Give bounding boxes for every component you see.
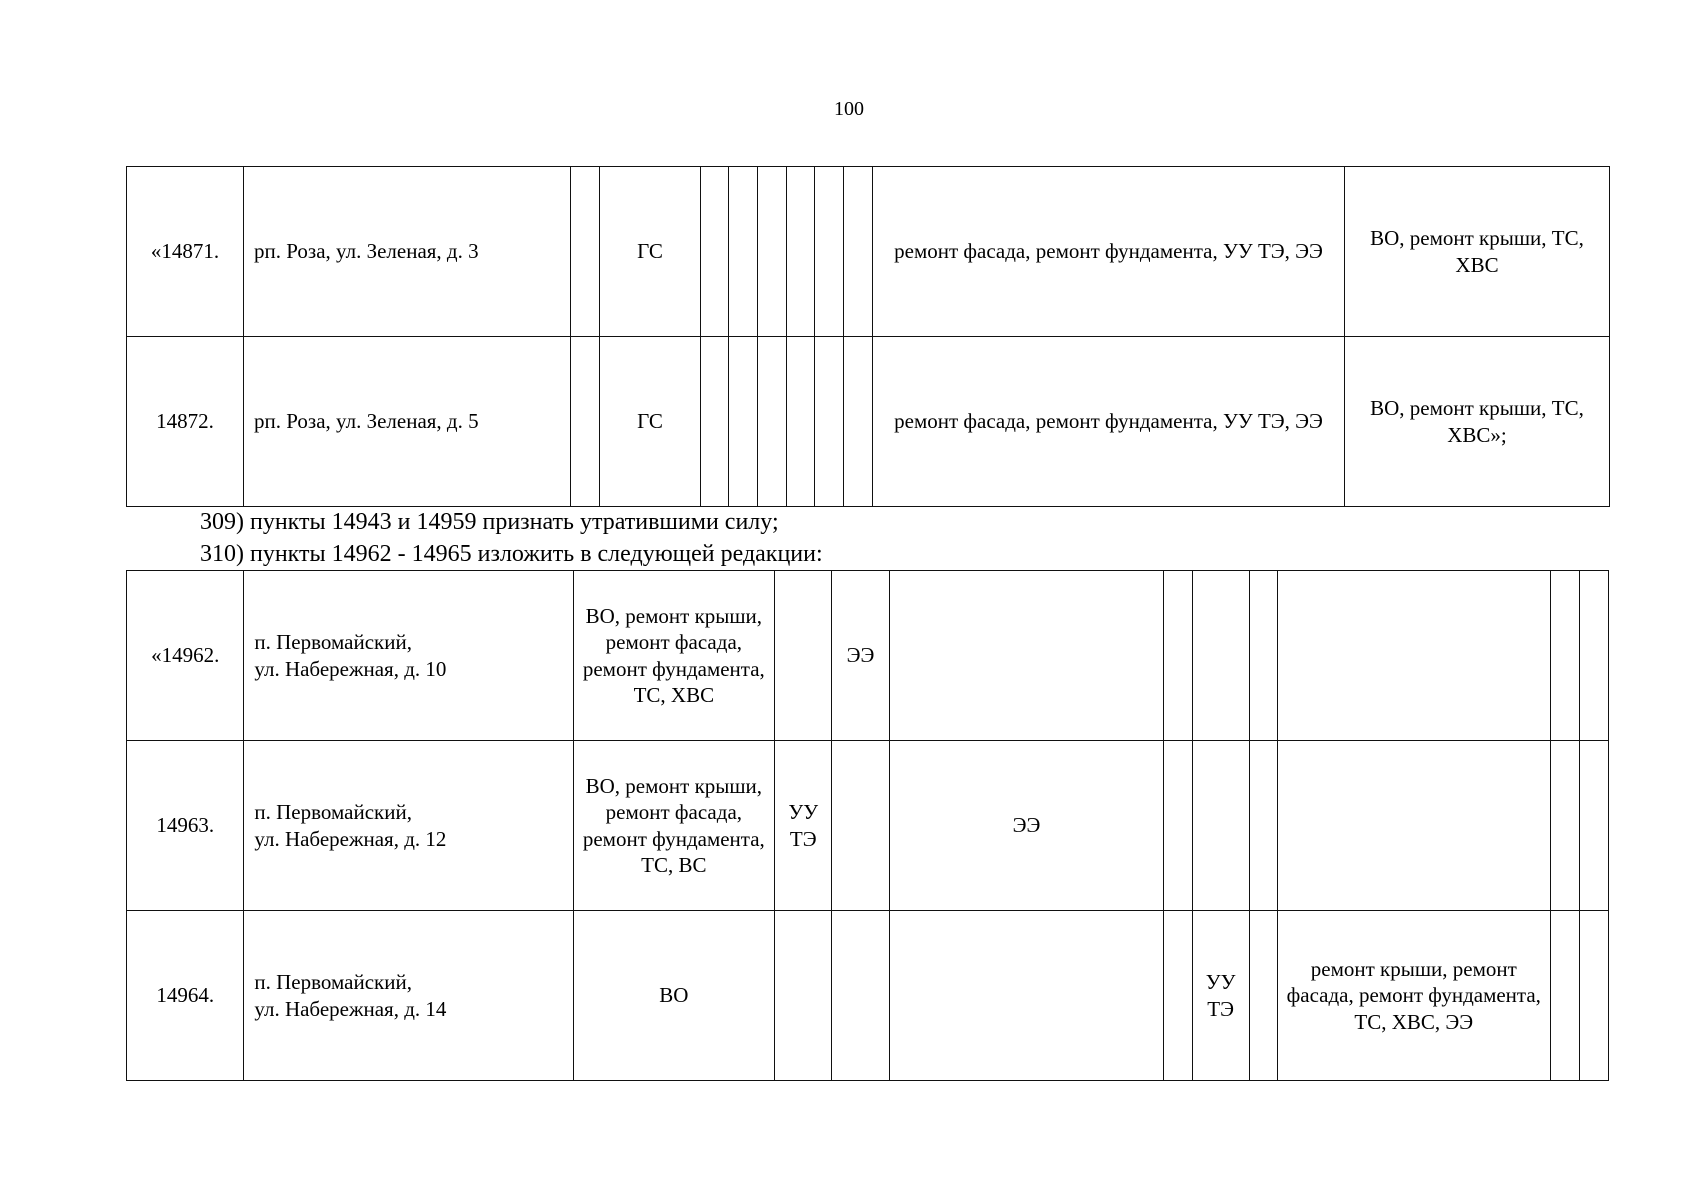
table-row bbox=[127, 571, 1609, 741]
work-cell: ремонт фасада, ремонт фундамента, УУ ТЭ, ЭЭ bbox=[873, 167, 1345, 337]
paragraph-310: 310) пункты 14962 - 14965 изложить в следующей редакции: bbox=[200, 541, 823, 567]
empty-cell bbox=[701, 167, 729, 337]
address-line-2: ул. Набережная, д. 12 bbox=[254, 826, 447, 851]
empty-cell bbox=[1249, 571, 1277, 741]
work-cell: ремонт крыши, ремонт фасада, ремонт фундамента, ТС, ХВС, ЭЭ bbox=[1277, 911, 1550, 1081]
empty-cell bbox=[1249, 911, 1277, 1081]
empty-cell bbox=[1550, 911, 1579, 1081]
work-cell: УУ ТЭ bbox=[775, 741, 832, 911]
work-cell bbox=[1277, 571, 1550, 741]
table-row bbox=[127, 167, 1610, 337]
empty-cell bbox=[758, 337, 787, 507]
works-table-1 bbox=[126, 166, 1610, 507]
empty-cell bbox=[1249, 741, 1277, 911]
address-line-1: п. Первомайский, bbox=[254, 630, 412, 655]
work-cell bbox=[1192, 571, 1249, 741]
table-row bbox=[127, 337, 1610, 507]
empty-cell bbox=[1579, 571, 1608, 741]
work-cell: ГС bbox=[600, 167, 701, 337]
work-cell: ВО, ремонт крыши, ТС, ХВС»; bbox=[1345, 337, 1610, 507]
empty-cell bbox=[815, 167, 844, 337]
row-number: 14872. bbox=[127, 337, 244, 507]
row-number: «14871. bbox=[127, 167, 244, 337]
address-line-1: п. Первомайский, bbox=[254, 970, 412, 995]
paragraph-309: 309) пункты 14943 и 14959 признать утратившими силу; bbox=[200, 509, 779, 535]
work-cell: ЭЭ bbox=[889, 741, 1164, 911]
row-number: 14964. bbox=[127, 911, 244, 1081]
empty-cell bbox=[1550, 741, 1579, 911]
address-cell: рп. Роза, ул. Зеленая, д. 3 bbox=[244, 167, 571, 337]
work-cell bbox=[1192, 741, 1249, 911]
address-cell bbox=[244, 911, 573, 1081]
work-cell bbox=[889, 911, 1164, 1081]
work-cell bbox=[1277, 741, 1550, 911]
empty-cell bbox=[844, 337, 873, 507]
row-number: 14963. bbox=[127, 741, 244, 911]
table-row bbox=[127, 741, 1609, 911]
work-cell: ремонт фасада, ремонт фундамента, УУ ТЭ, ЭЭ bbox=[873, 337, 1345, 507]
work-cell: ВО, ремонт крыши, ремонт фасада, ремонт фундамента, ТС, ВС bbox=[573, 741, 775, 911]
address-cell bbox=[244, 571, 573, 741]
work-cell: ВО, ремонт крыши, ремонт фасада, ремонт фундамента, ТС, ХВС bbox=[573, 571, 775, 741]
empty-cell bbox=[1550, 571, 1579, 741]
address-line-2: ул. Набережная, д. 14 bbox=[254, 996, 447, 1021]
empty-cell bbox=[758, 167, 787, 337]
empty-cell bbox=[787, 337, 815, 507]
work-cell bbox=[775, 911, 832, 1081]
table-row bbox=[127, 911, 1609, 1081]
work-cell bbox=[889, 571, 1164, 741]
page-number: 100 bbox=[834, 98, 864, 120]
row-number: «14962. bbox=[127, 571, 244, 741]
work-cell: ЭЭ bbox=[832, 571, 889, 741]
empty-cell bbox=[729, 167, 758, 337]
empty-cell bbox=[1164, 571, 1192, 741]
empty-cell bbox=[787, 167, 815, 337]
work-cell bbox=[775, 571, 832, 741]
empty-cell bbox=[701, 337, 729, 507]
empty-cell bbox=[571, 337, 600, 507]
work-cell: ГС bbox=[600, 337, 701, 507]
work-cell: ВО bbox=[573, 911, 775, 1081]
work-cell: УУ ТЭ bbox=[1192, 911, 1249, 1081]
empty-cell bbox=[1164, 911, 1192, 1081]
empty-cell bbox=[1579, 741, 1608, 911]
empty-cell bbox=[571, 167, 600, 337]
work-cell bbox=[832, 741, 889, 911]
works-table-2 bbox=[126, 570, 1609, 1081]
address-line-2: ул. Набережная, д. 10 bbox=[254, 656, 447, 681]
address-cell bbox=[244, 741, 573, 911]
work-cell bbox=[832, 911, 889, 1081]
empty-cell bbox=[844, 167, 873, 337]
empty-cell bbox=[815, 337, 844, 507]
empty-cell bbox=[1579, 911, 1608, 1081]
work-cell: ВО, ремонт крыши, ТС, ХВС bbox=[1345, 167, 1610, 337]
empty-cell bbox=[729, 337, 758, 507]
address-cell: рп. Роза, ул. Зеленая, д. 5 bbox=[244, 337, 571, 507]
address-line-1: п. Первомайский, bbox=[254, 800, 412, 825]
empty-cell bbox=[1164, 741, 1192, 911]
